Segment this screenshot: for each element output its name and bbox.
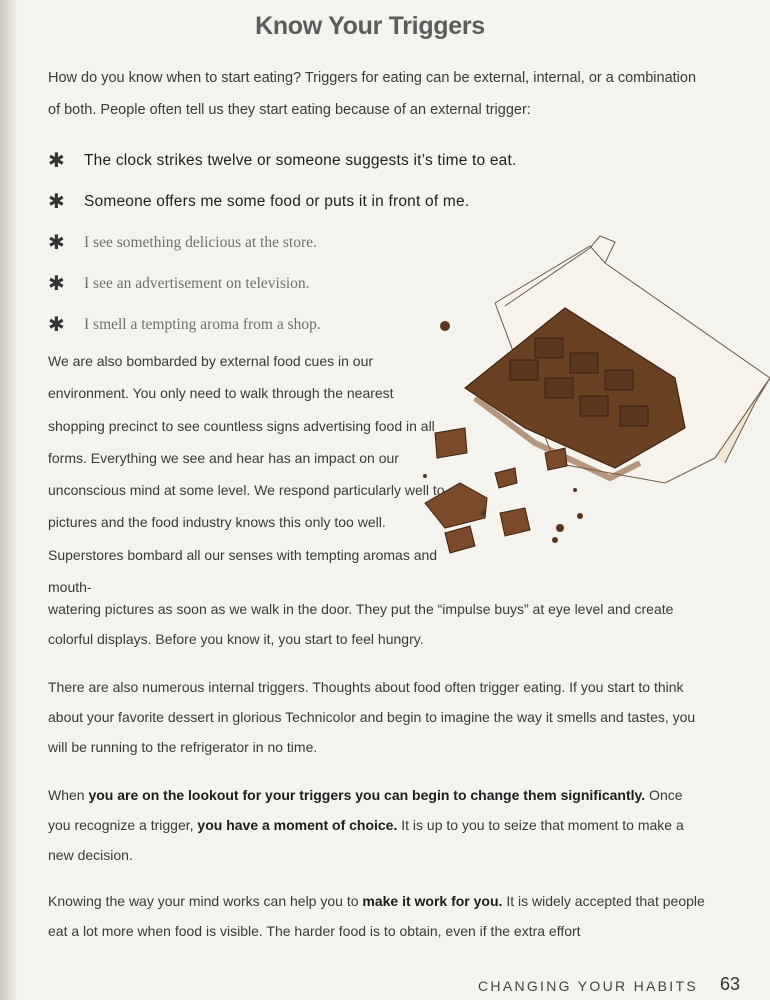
emphasis-text: you have a moment of choice. [197,817,398,833]
emphasis-text: make it work for you. [362,893,503,909]
list-item [48,140,517,181]
list-item-text: The clock strikes twelve or someone suggests it’s time to eat. [84,151,517,169]
text-run: When [48,787,89,803]
text-run: It is up to you to seize that moment to make a new decision. [48,817,684,863]
list-item-text: I see something delicious at the store. [84,233,317,251]
list-item-text: I see an advertisement on television. [84,274,310,292]
asterisk-star-icon: ✱ [48,232,65,254]
list-item-text: Someone offers me some food or puts it in front of me. [84,192,470,210]
intro-paragraph: How do you know when to start eating? Triggers for eating can be external, internal, or a combination of both. People often tell us they start eating because of an external trigger: [48,70,697,118]
emphasis-text: you are on the lookout for your triggers you can begin to change them significantly. [88,787,646,803]
page-number: 63 [719,974,740,994]
external-cues-continued-paragraph: watering pictures as soon as we walk in the door. They put the “impulse buys” at eye level and create colorful displays. Before you know it, you start to feel hungry. [48,601,674,647]
lookout-paragraph [48,780,708,870]
asterisk-star-icon: ✱ [48,150,65,172]
asterisk-star-icon: ✱ [48,273,65,295]
text-run: Once you recognize a trigger, [48,787,683,833]
page-title: Know Your Triggers [255,12,485,40]
chocolate-bar-illustration [415,228,770,568]
running-footer: CHANGING YOUR HABITS [478,978,698,994]
text-run: Knowing the way your mind works can help you to [48,893,363,909]
internal-triggers-paragraph: There are also numerous internal triggers. Thoughts about food often trigger eating. If you start to think about your favorite dessert in glorious Technicolor and begin to imagine the way it smells and tastes, you will be running to the refrigerator in no time. [48,679,696,755]
asterisk-star-icon: ✱ [48,191,65,213]
asterisk-star-icon: ✱ [48,314,65,336]
book-gutter-shadow [0,0,18,1000]
list-item-text: I smell a tempting aroma from a shop. [84,315,321,333]
list-item [48,181,517,222]
text-run: It is widely accepted that people eat a lot more when food is visible. The harder food is to obtain, even if the extra effort [48,893,705,939]
external-cues-paragraph: We are also bombarded by external food cues in our environment. You only need to walk through the nearest shopping precinct to see countless signs advertising food in all forms. Everything we see and hear has an impact on our unconscious mind at some level. We respond particularly well to pictures and the food industry knows this only too well. Superstores bombard all our senses with tempting aromas and mouth- [48,353,445,596]
mind-paragraph [48,886,708,946]
